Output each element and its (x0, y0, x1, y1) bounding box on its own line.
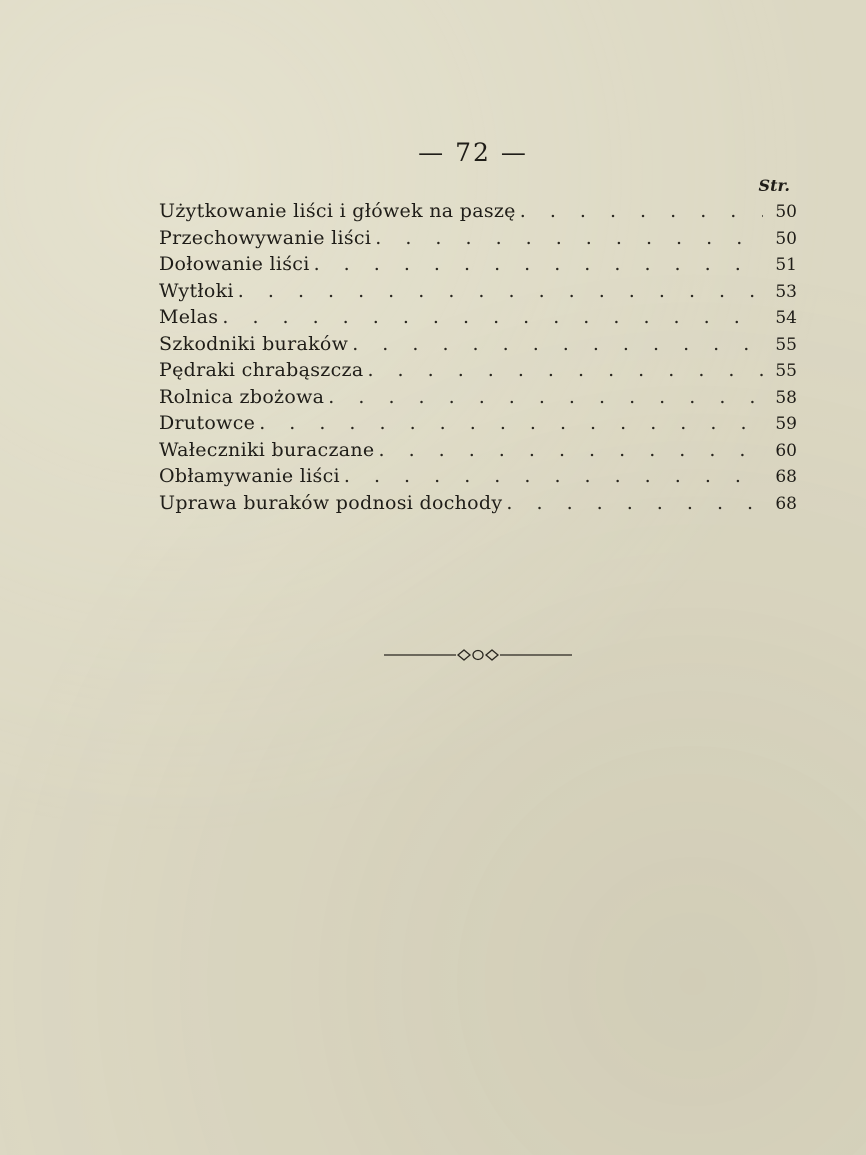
toc-entry-title: Pędraki chrabąszcza (159, 359, 364, 381)
toc-entry (159, 490, 797, 517)
toc-entry (159, 357, 797, 384)
toc-entry-page: 54 (775, 308, 797, 328)
toc-entry-title: Szkodniki buraków (159, 332, 349, 355)
leader-dots (367, 357, 763, 384)
leader-dots (375, 225, 763, 252)
table-of-contents (159, 198, 797, 516)
leader-dots (222, 304, 763, 331)
toc-entry-title: Wytłoki (159, 279, 234, 302)
toc-entry-page: 55 (775, 334, 797, 355)
toc-entry-page: 51 (775, 255, 797, 275)
toc-entry (159, 384, 797, 411)
leader-dots (314, 251, 763, 278)
leader-dots (238, 278, 763, 305)
toc-entry-page: 68 (775, 493, 797, 514)
toc-entry-title: Wałeczniki buraczane (159, 438, 375, 461)
leader-dots (259, 410, 763, 437)
toc-entry-title: Obłamywanie liści (159, 465, 340, 487)
leader-dots (352, 331, 763, 358)
leader-dots (344, 463, 763, 490)
page-number: — 72 — (418, 138, 528, 167)
toc-entry-title: Użytkowanie liści i główek na paszę (159, 200, 516, 222)
toc-entry-page: 55 (775, 361, 797, 381)
toc-entry-page: 58 (775, 387, 797, 408)
leader-dots (506, 490, 763, 517)
toc-entry-page: 53 (775, 281, 797, 302)
toc-entry (159, 331, 797, 358)
toc-entry-page: 59 (775, 414, 797, 434)
toc-entry-page: 50 (775, 228, 797, 249)
toc-entry (159, 437, 797, 464)
toc-entry (159, 225, 797, 252)
toc-entry-title: Drutowce (159, 412, 256, 434)
toc-entry-page: 60 (775, 440, 797, 461)
toc-entry (159, 278, 797, 305)
toc-entry-title: Przechowywanie liści (159, 226, 372, 249)
toc-entry (159, 463, 797, 490)
toc-entry (159, 198, 797, 225)
leader-dots (328, 384, 763, 411)
page-column-label: Str. (758, 176, 790, 195)
toc-entry-title: Uprawa buraków podnosi dochody (159, 491, 503, 514)
leader-dots (520, 198, 763, 225)
toc-entry-title: Dołowanie liści (159, 253, 310, 275)
toc-entry (159, 251, 797, 278)
leader-dots (378, 437, 763, 464)
toc-entry-page: 50 (775, 202, 797, 222)
toc-entry-title: Melas (159, 306, 219, 328)
divider-ornament-icon (384, 647, 572, 663)
toc-entry (159, 304, 797, 331)
toc-entry-title: Rolnica zbożowa (159, 385, 325, 408)
toc-entry (159, 410, 797, 437)
toc-entry-page: 68 (775, 467, 797, 487)
